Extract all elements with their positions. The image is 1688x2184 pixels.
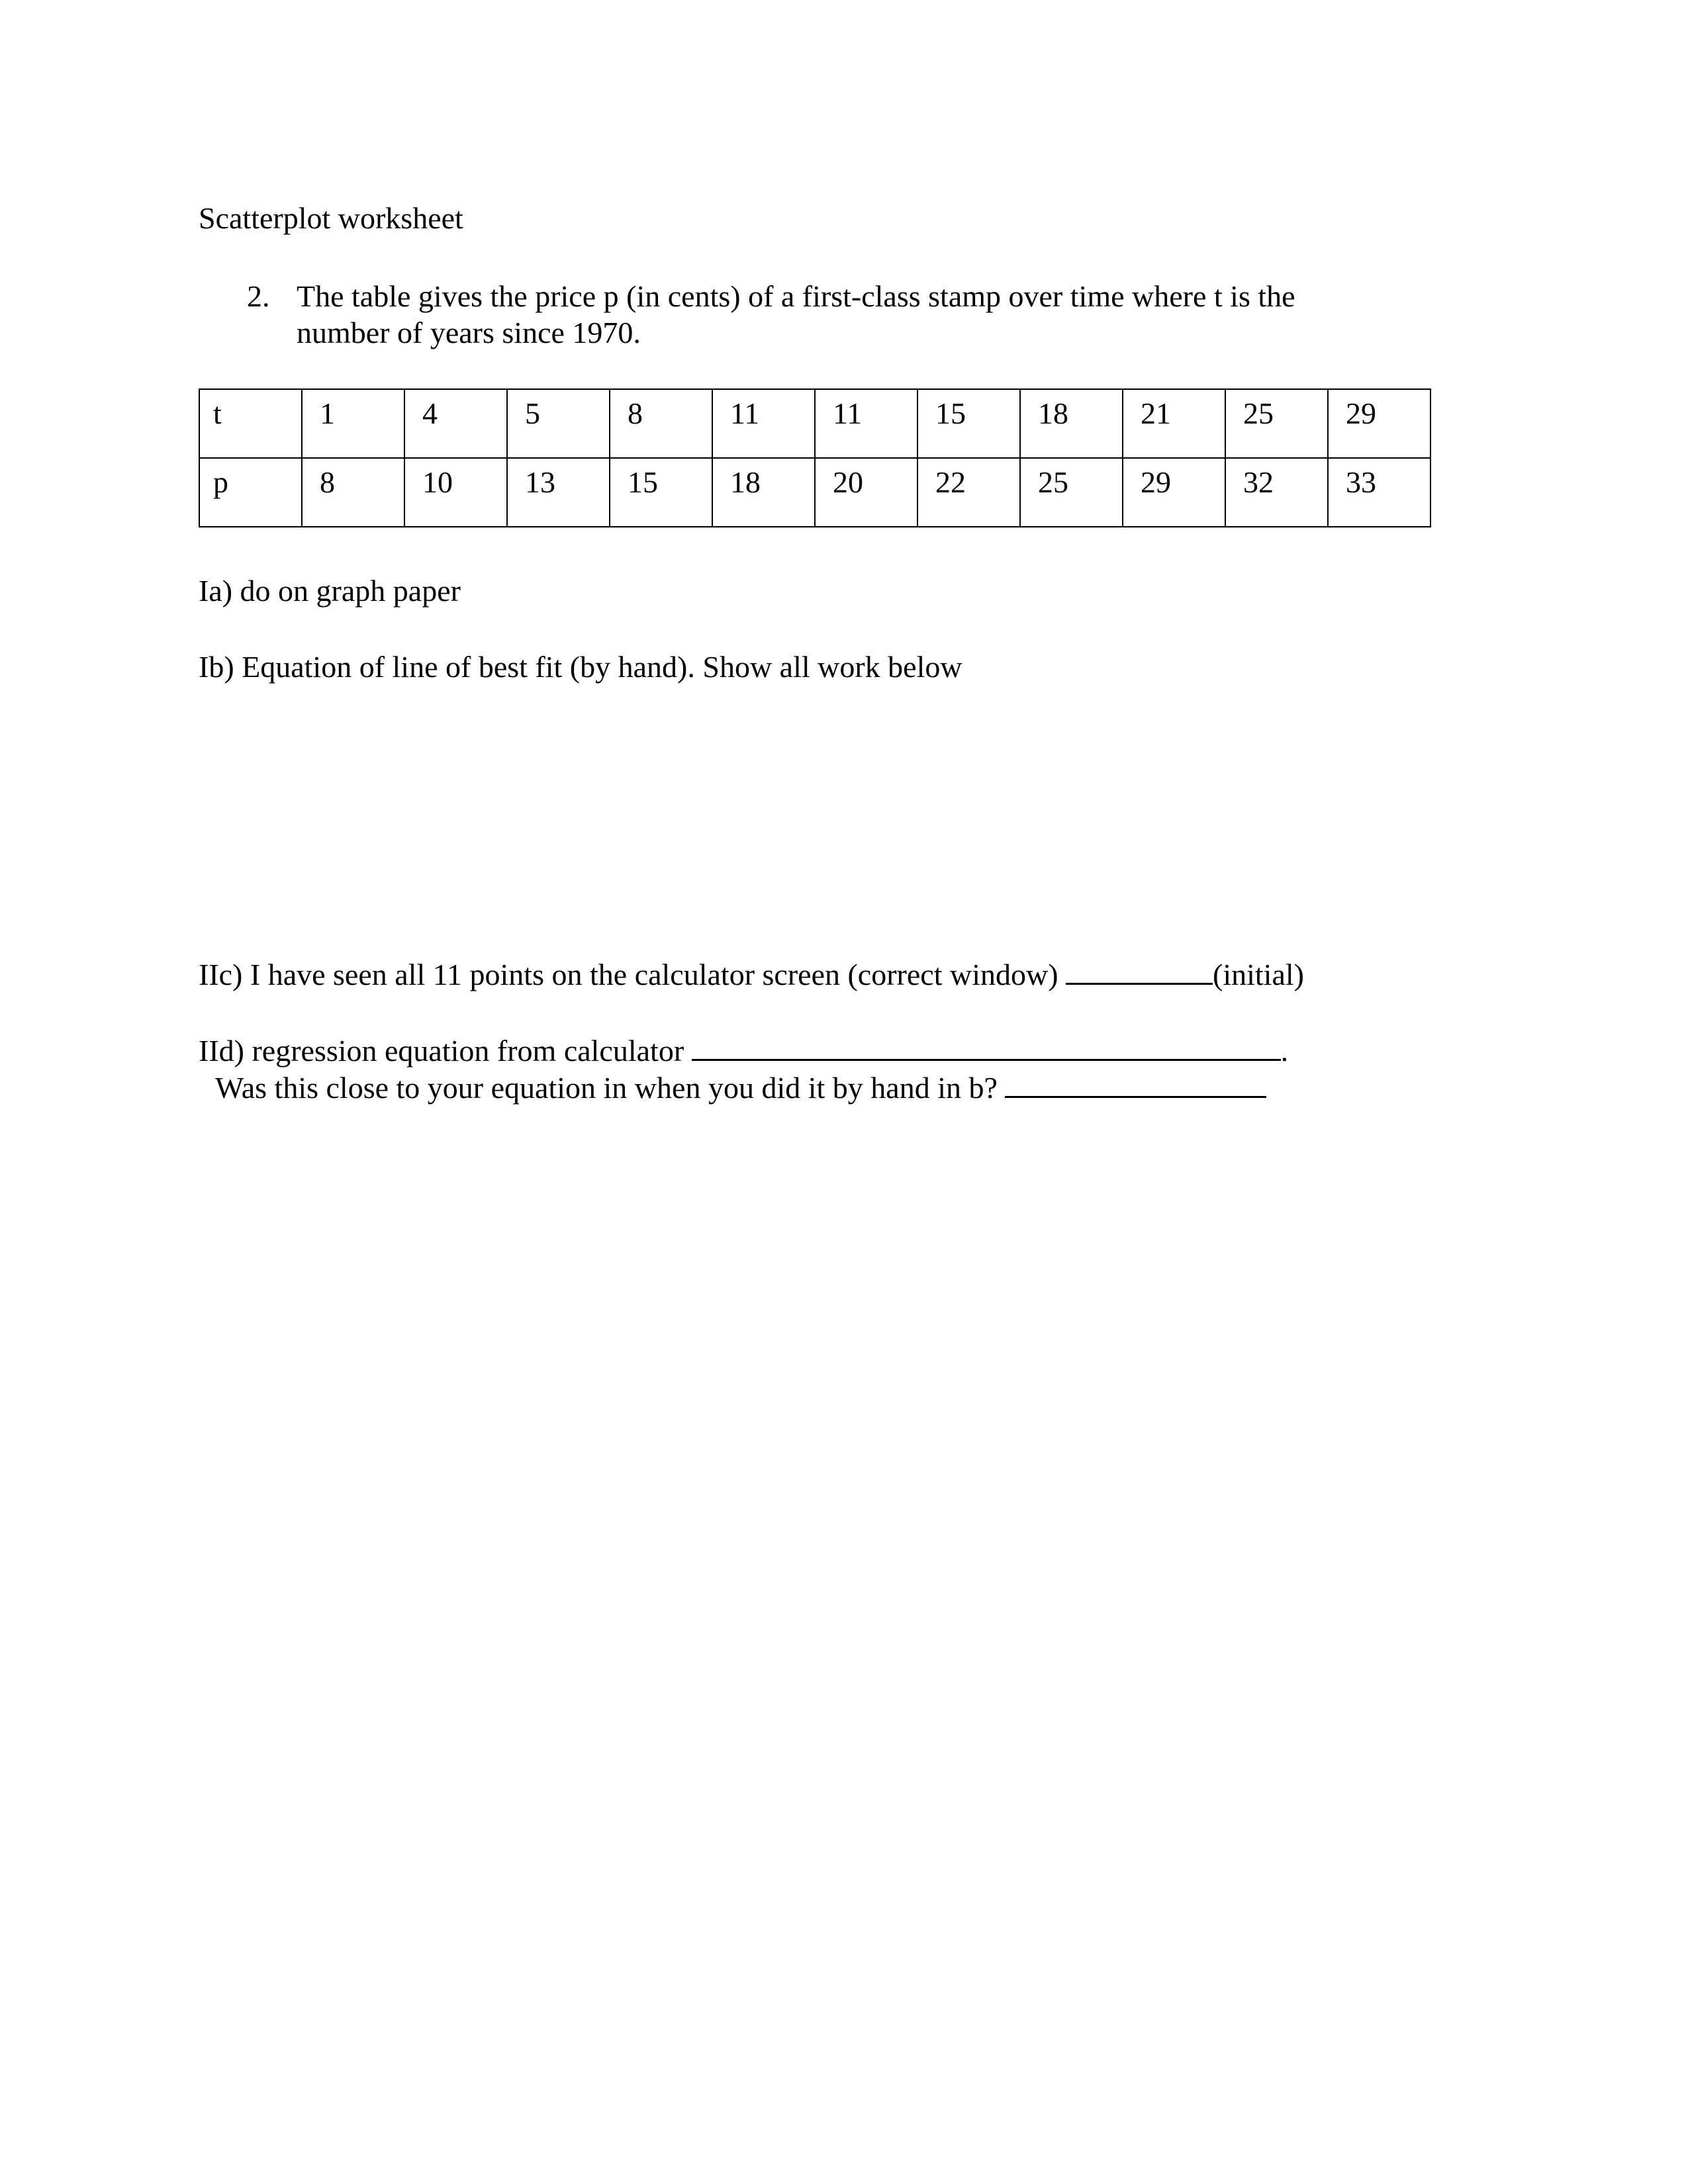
- comparison-answer-blank[interactable]: [1005, 1067, 1266, 1098]
- table-cell: 15: [917, 389, 1020, 458]
- table-cell: 1: [302, 389, 404, 458]
- table-row-label-t: t: [199, 389, 302, 458]
- table-cell: 25: [1225, 389, 1328, 458]
- table-cell: 15: [610, 458, 712, 527]
- table-cell: 29: [1328, 389, 1430, 458]
- table-cell: 21: [1123, 389, 1225, 458]
- regression-equation-blank[interactable]: [692, 1030, 1281, 1061]
- part-iic-text: IIc) I have seen all 11 points on the calculator screen (correct window): [199, 958, 1066, 991]
- table-cell: 4: [404, 389, 507, 458]
- part-iid-question-text: Was this close to your equation in when you did it by hand in b?: [215, 1071, 1006, 1105]
- stamp-price-table: [199, 388, 1431, 527]
- table-cell: 29: [1123, 458, 1225, 527]
- table-cell: 11: [815, 389, 917, 458]
- table-cell: 11: [712, 389, 815, 458]
- worksheet-title: Scatterplot worksheet: [199, 201, 463, 235]
- table-cell: 32: [1225, 458, 1328, 527]
- table-cell: 25: [1020, 458, 1123, 527]
- table-cell: 13: [507, 458, 610, 527]
- part-ia-instruction: Ia) do on graph paper: [199, 574, 461, 608]
- part-iid-end: .: [1280, 1034, 1289, 1068]
- part-iic-suffix: (initial): [1213, 958, 1304, 991]
- table-row-label-p: p: [199, 458, 302, 527]
- table-cell: 20: [815, 458, 917, 527]
- table-row-t: [199, 389, 1430, 458]
- part-iid-question: [215, 1067, 1266, 1107]
- table-cell: 8: [302, 458, 404, 527]
- part-ib-instruction: Ib) Equation of line of best fit (by hand). Show all work below: [199, 650, 962, 684]
- initial-blank[interactable]: [1066, 954, 1213, 985]
- part-iid-statement: [199, 1030, 1288, 1069]
- table-cell: 5: [507, 389, 610, 458]
- table-cell: 18: [712, 458, 815, 527]
- question-number: 2.: [247, 279, 270, 313]
- table-row-p: [199, 458, 1430, 527]
- table-cell: 22: [917, 458, 1020, 527]
- table-cell: 10: [404, 458, 507, 527]
- part-iic-statement: [199, 954, 1304, 993]
- table-cell: 33: [1328, 458, 1430, 527]
- question-text-line-2: number of years since 1970.: [297, 316, 641, 349]
- question-text-line-1: The table gives the price p (in cents) of a first-class stamp over time where t is the: [297, 279, 1295, 313]
- table-cell: 8: [610, 389, 712, 458]
- table-cell: 18: [1020, 389, 1123, 458]
- part-iid-text: IId) regression equation from calculator: [199, 1034, 692, 1068]
